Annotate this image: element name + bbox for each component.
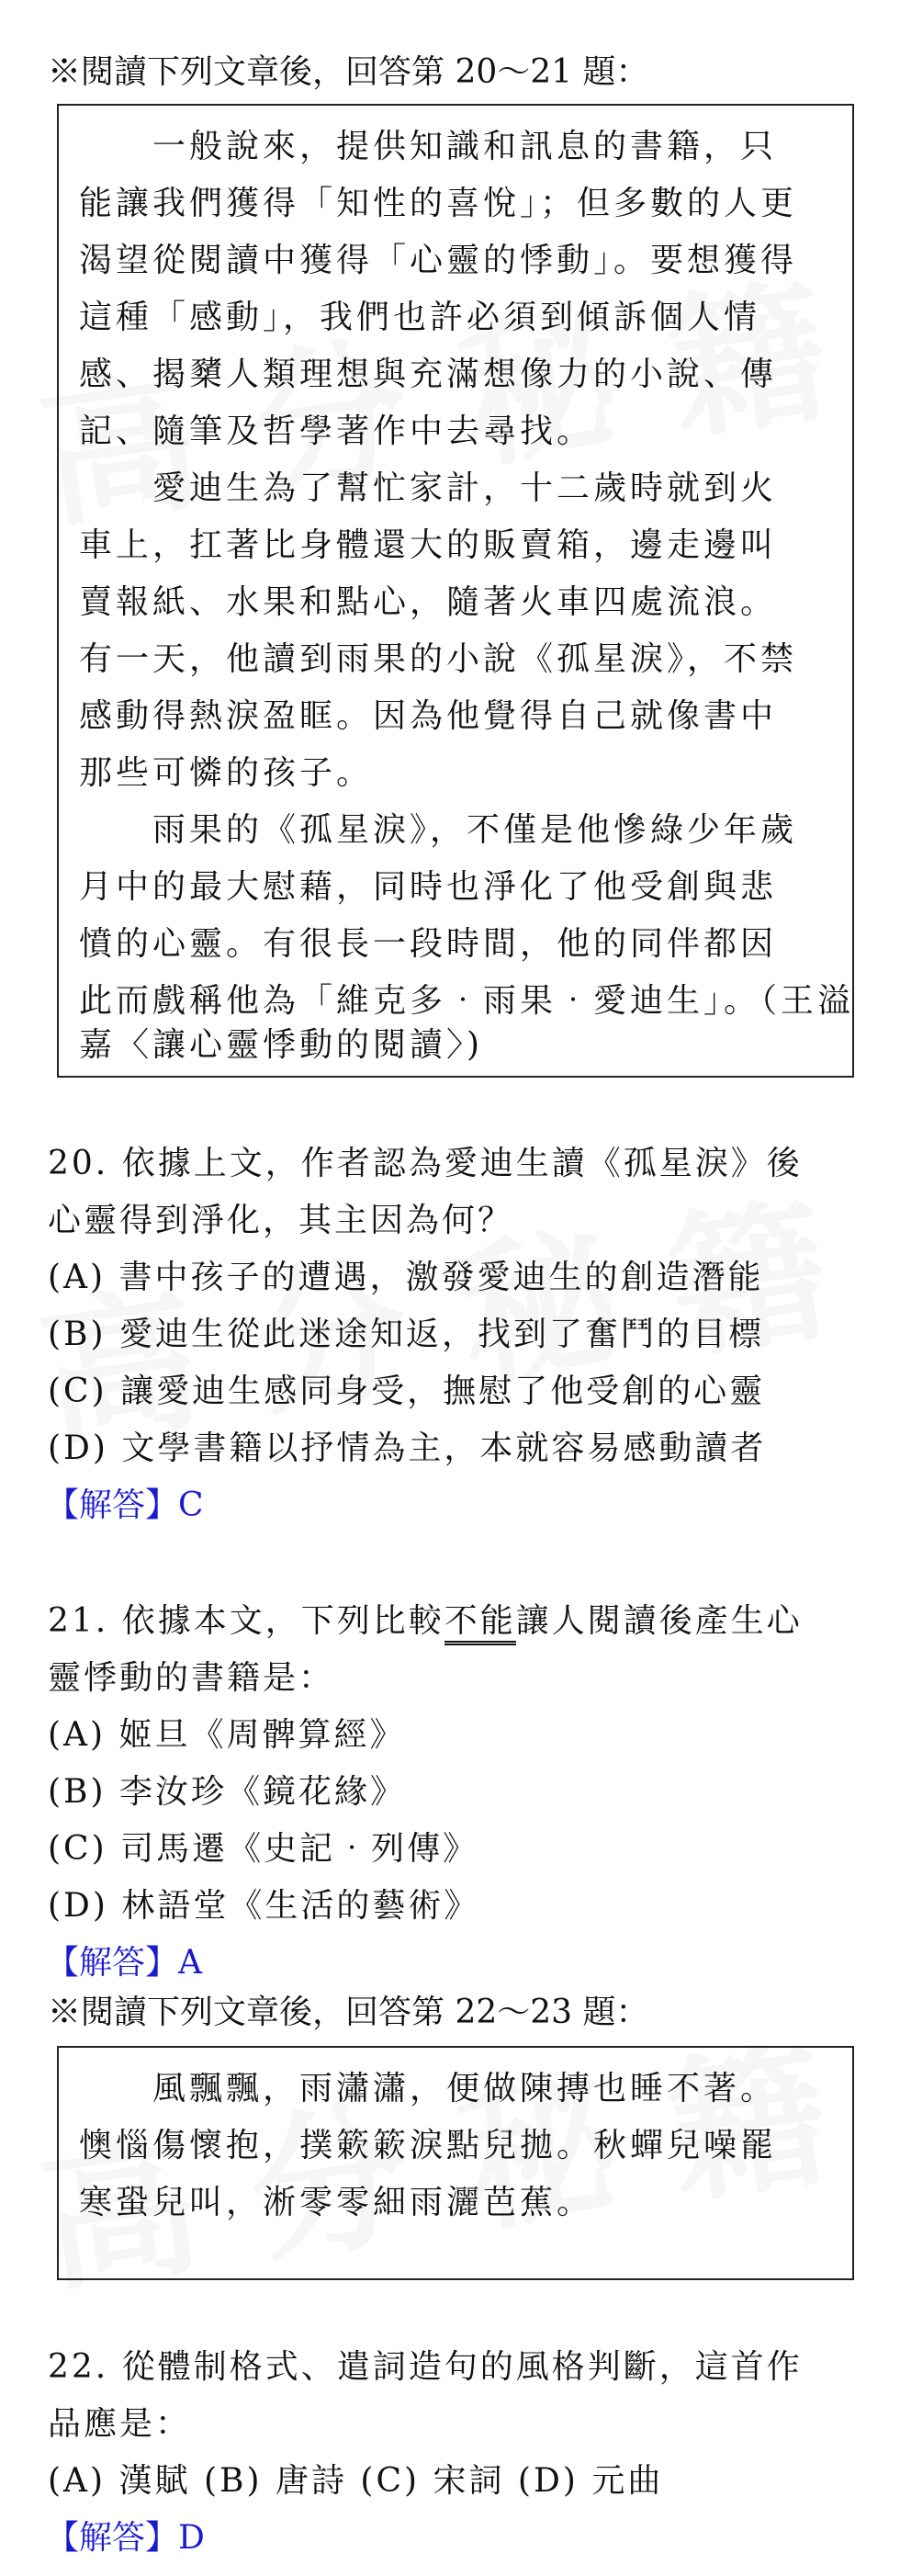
question-21-option-d: (D) 林語堂《生活的藝術》 bbox=[48, 1887, 480, 1925]
answer-label: 【解答】 bbox=[46, 1486, 179, 1524]
question-21-option-a: (A) 姬旦《周髀算經》 bbox=[48, 1716, 406, 1754]
passage-line: 感動得熱淚盈眶。因為他覺得自己就像書中 bbox=[79, 697, 778, 735]
answer-value: A bbox=[178, 1944, 203, 1982]
question-20-option-d: (D) 文學書籍以抒情為主，本就容易感動讀者 bbox=[48, 1429, 767, 1467]
section-intro: ※閱讀下列文章後，回答第 20～21 題： bbox=[48, 53, 649, 91]
passage-line: 愛迪生為了幫忙家計，十二歲時就到火 bbox=[79, 469, 778, 507]
passage-line: 月中的最大慰藉，同時也淨化了他受創與悲 bbox=[79, 868, 778, 906]
section-intro: ※閱讀下列文章後，回答第 22～23 題： bbox=[48, 1994, 649, 2031]
question-21-stem: 靈悸動的書籍是： bbox=[48, 1659, 335, 1697]
question-20-stem: 20. 依據上文，作者認為愛迪生讀《孤星淚》後 bbox=[48, 1145, 803, 1182]
answer-value: D bbox=[178, 2519, 205, 2557]
question-21-answer bbox=[46, 1935, 202, 1992]
question-21-stem bbox=[48, 1593, 803, 1650]
question-20-option-c: (C) 讓愛迪生感同身受，撫慰了他受創的心靈 bbox=[48, 1373, 766, 1410]
question-22-stem: 22. 從體制格式、遣詞造句的風格判斷，這首作 bbox=[48, 2348, 803, 2386]
passage-line: 嘉〈讓心靈悸動的閱讀〉) bbox=[79, 1026, 484, 1064]
passage-line: 車上，扛著比身體還大的販賣箱，邊走邊叫 bbox=[79, 526, 778, 564]
passage-line: 一般說來，提供知識和訊息的書籍，只 bbox=[79, 128, 778, 165]
passage-line: 寒蛩兒叫，淅零零細雨灑芭蕉。 bbox=[79, 2184, 594, 2221]
passage-line: 那些可憐的孩子。 bbox=[79, 754, 374, 792]
passage-line: 憤的心靈。有很長一段時間，他的同伴都因 bbox=[79, 925, 778, 963]
passage-line: 記、隨筆及哲學著作中去尋找。 bbox=[79, 412, 594, 450]
question-22-stem: 品應是： bbox=[48, 2405, 192, 2443]
question-20-answer bbox=[46, 1477, 204, 1534]
question-22-answer bbox=[46, 2510, 205, 2567]
passage-line: 渴望從閱讀中獲得「心靈的悸動」。要想獲得 bbox=[79, 242, 798, 279]
question-21-option-b: (B) 李汝珍《鏡花緣》 bbox=[48, 1773, 406, 1811]
passage-line: 賣報紙、水果和點心，隨著火車四處流浪。 bbox=[79, 583, 778, 621]
passage-line: 感、揭櫫人類理想與充滿想像力的小說、傳 bbox=[79, 356, 778, 393]
passage-line: 此而戲稱他為「維克多‧雨果‧愛迪生」。（王溢 bbox=[79, 982, 855, 1020]
answer-value: C bbox=[178, 1486, 204, 1524]
stem-text: 21. 依據本文，下列比較 bbox=[48, 1602, 444, 1640]
answer-label: 【解答】 bbox=[46, 2519, 179, 2557]
passage-line: 懊惱傷懷抱，撲簌簌淚點兒拋。秋蟬兒噪罷 bbox=[79, 2127, 778, 2164]
passage-line: 能讓我們獲得「知性的喜悅」；但多數的人更 bbox=[79, 185, 798, 222]
question-22-options: (A) 漢賦 (B) 唐詩 (C) 宋詞 (D) 元曲 bbox=[48, 2462, 664, 2500]
passage-box bbox=[57, 104, 854, 1078]
question-21-option-c: (C) 司馬遷《史記‧列傳》 bbox=[48, 1830, 479, 1868]
passage-box bbox=[57, 2046, 854, 2280]
emphasis-text: 不能 bbox=[444, 1602, 516, 1645]
passage-line: 這種「感動」，我們也許必須到傾訴個人情 bbox=[79, 299, 761, 336]
question-20-stem: 心靈得到淨化，其主因為何？ bbox=[48, 1202, 514, 1239]
passage-line: 雨果的《孤星淚》，不僅是他慘綠少年歲 bbox=[79, 811, 798, 849]
stem-text: 讓人閱讀後產生心 bbox=[515, 1602, 803, 1640]
answer-label: 【解答】 bbox=[46, 1944, 179, 1982]
question-20-option-a: (A) 書中孩子的遭遇，激發愛迪生的創造潛能 bbox=[48, 1259, 764, 1296]
passage-line: 有一天，他讀到雨果的小說《孤星淚》，不禁 bbox=[79, 640, 798, 678]
passage-line: 風飄飄，雨瀟瀟，便做陳摶也睡不著。 bbox=[79, 2070, 778, 2107]
question-20-option-b: (B) 愛迪生從此迷途知返，找到了奮鬥的目標 bbox=[48, 1316, 764, 1353]
